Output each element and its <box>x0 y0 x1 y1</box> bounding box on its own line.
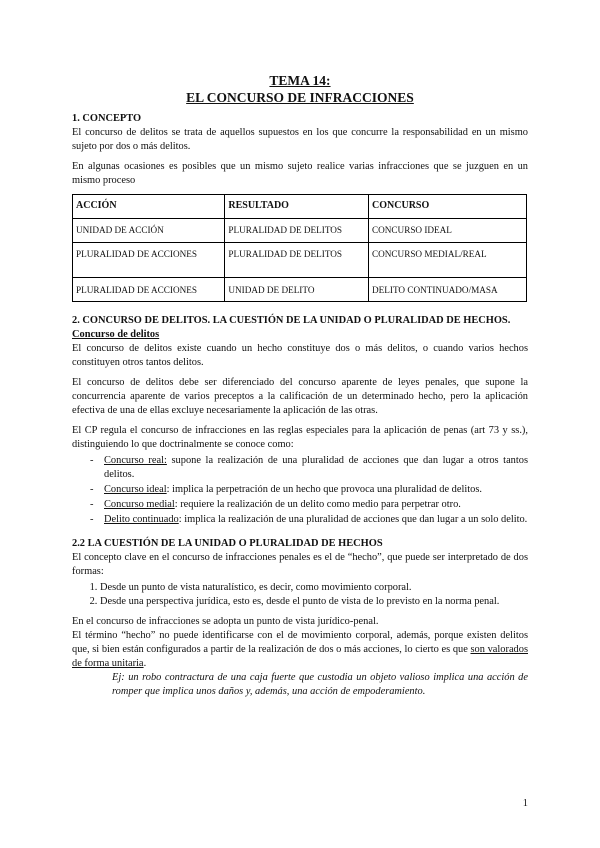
paragraph3-end: . <box>143 658 147 669</box>
section1-paragraph2: En algunas ocasiones es posibles que un mismo sujeto realice varias infracciones que se juzguen en un mismo proceso <box>72 161 528 186</box>
concurso-table <box>72 194 527 302</box>
list-item: 1. Desde un punto de vista naturalístico, es decir, como movimiento corporal. <box>100 581 528 595</box>
table-cell: CONCURSO MEDIAL/REAL <box>369 243 527 278</box>
table-row <box>73 278 527 302</box>
table-cell: UNIDAD DE DELITO <box>225 278 369 302</box>
table-cell: UNIDAD DE ACCIÓN <box>73 219 225 243</box>
table-cell: DELITO CONTINUADO/MASA <box>369 278 527 302</box>
paragraph3-text: El término “hecho” no puede identificarse con el de movimiento corporal, además, porque existen delitos que, si bien están configurados a partir de la realización de dos o más acciones, lo cierto es que <box>72 630 528 655</box>
section1-paragraph1: El concurso de delitos se trata de aquellos supuestos en los que concurre la responsabilidad en un mismo sujeto por dos o más delitos. <box>72 127 528 152</box>
document-page <box>72 72 528 705</box>
hecho-interpretations-list <box>72 581 528 609</box>
table-row <box>73 243 527 278</box>
list-item-term: Delito continuado <box>104 514 179 525</box>
concurso-types-list <box>72 454 528 527</box>
section22-paragraph3 <box>72 629 528 671</box>
list-item: 2. Desde una perspectiva jurídica, esto es, desde el punto de vista de lo previsto en la norma penal. <box>100 595 528 609</box>
section22-paragraph1: El concepto clave en el concurso de infracciones penales es el de “hecho”, que puede ser interpretado de dos formas: <box>72 552 528 577</box>
table-cell: CONCURSO IDEAL <box>369 219 527 243</box>
page-number: 1 <box>522 798 528 809</box>
list-item-term: Concurso medial <box>104 499 175 510</box>
document-title-line1: TEMA 14: <box>269 73 331 88</box>
example-text: Ej: un robo contractura de una caja fuerte que custodia un objeto valioso implica una acción de romper que implica unos daños y, además, una acción de empoderamiento. <box>112 672 528 697</box>
section2-heading: 2. CONCURSO DE DELITOS. LA CUESTIÓN DE LA UNIDAD O PLURALIDAD DE HECHOS. <box>72 315 511 326</box>
section1-heading: 1. CONCEPTO <box>72 113 142 124</box>
table-header-cell: CONCURSO <box>369 195 527 219</box>
document-title-line2: EL CONCURSO DE INFRACCIONES <box>186 90 414 105</box>
section22-paragraph2: En el concurso de infracciones se adopta un punto de vista jurídico-penal. <box>72 616 379 627</box>
table-cell: PLURALIDAD DE DELITOS <box>225 219 369 243</box>
table-header-cell: ACCIÓN <box>73 195 225 219</box>
section2-paragraph3: El CP regula el concurso de infracciones en las reglas especiales para la aplicación de penas (art 73 y ss.), distinguiendo lo que doctrinalmente se conoce como: <box>72 425 528 450</box>
list-item-text: : implica la realización de una pluralidad de acciones que dan lugar a un solo delito. <box>178 514 528 525</box>
section22-heading: 2.2 LA CUESTIÓN DE LA UNIDAD O PLURALIDAD DE HECHOS <box>72 538 383 549</box>
list-item-text: : requiere la realización de un delito como medio para perpetrar otro. <box>174 499 461 510</box>
list-item-text: : implica la perpetración de un hecho que provoca una pluralidad de delitos. <box>166 484 482 495</box>
list-item-term: Concurso ideal <box>104 484 167 495</box>
table-row <box>73 219 527 243</box>
table-header-cell: RESULTADO <box>225 195 369 219</box>
list-item-term: Concurso real: <box>104 455 167 466</box>
table-cell: PLURALIDAD DE ACCIONES <box>73 243 225 278</box>
list-item <box>90 498 528 512</box>
list-item <box>90 483 528 497</box>
list-item <box>90 454 528 482</box>
paragraph3-underlined: son valorados de forma unitaria <box>72 644 528 669</box>
list-item <box>90 513 528 527</box>
table-cell: PLURALIDAD DE DELITOS <box>225 243 369 278</box>
list-item-text: supone la realización de una pluralidad de acciones que dan lugar a otros tantos delitos. <box>104 455 529 480</box>
section2-subheading: Concurso de delitos <box>72 329 160 340</box>
section2-paragraph2: El concurso de delitos debe ser diferenciado del concurso aparente de leyes penales, que supone la concurrencia aparente de varios preceptos a la calificación de un determinado hecho, pero la aplicación efectiva de una de ellas excluye necesariamente la aplicación de las otras. <box>72 377 528 416</box>
table-header-row <box>73 195 527 219</box>
table-cell: PLURALIDAD DE ACCIONES <box>73 278 225 302</box>
section2-paragraph1: El concurso de delitos existe cuando un hecho constituye dos o más delitos, o cuando varios hechos constituyen otros tantos delitos. <box>72 343 528 368</box>
